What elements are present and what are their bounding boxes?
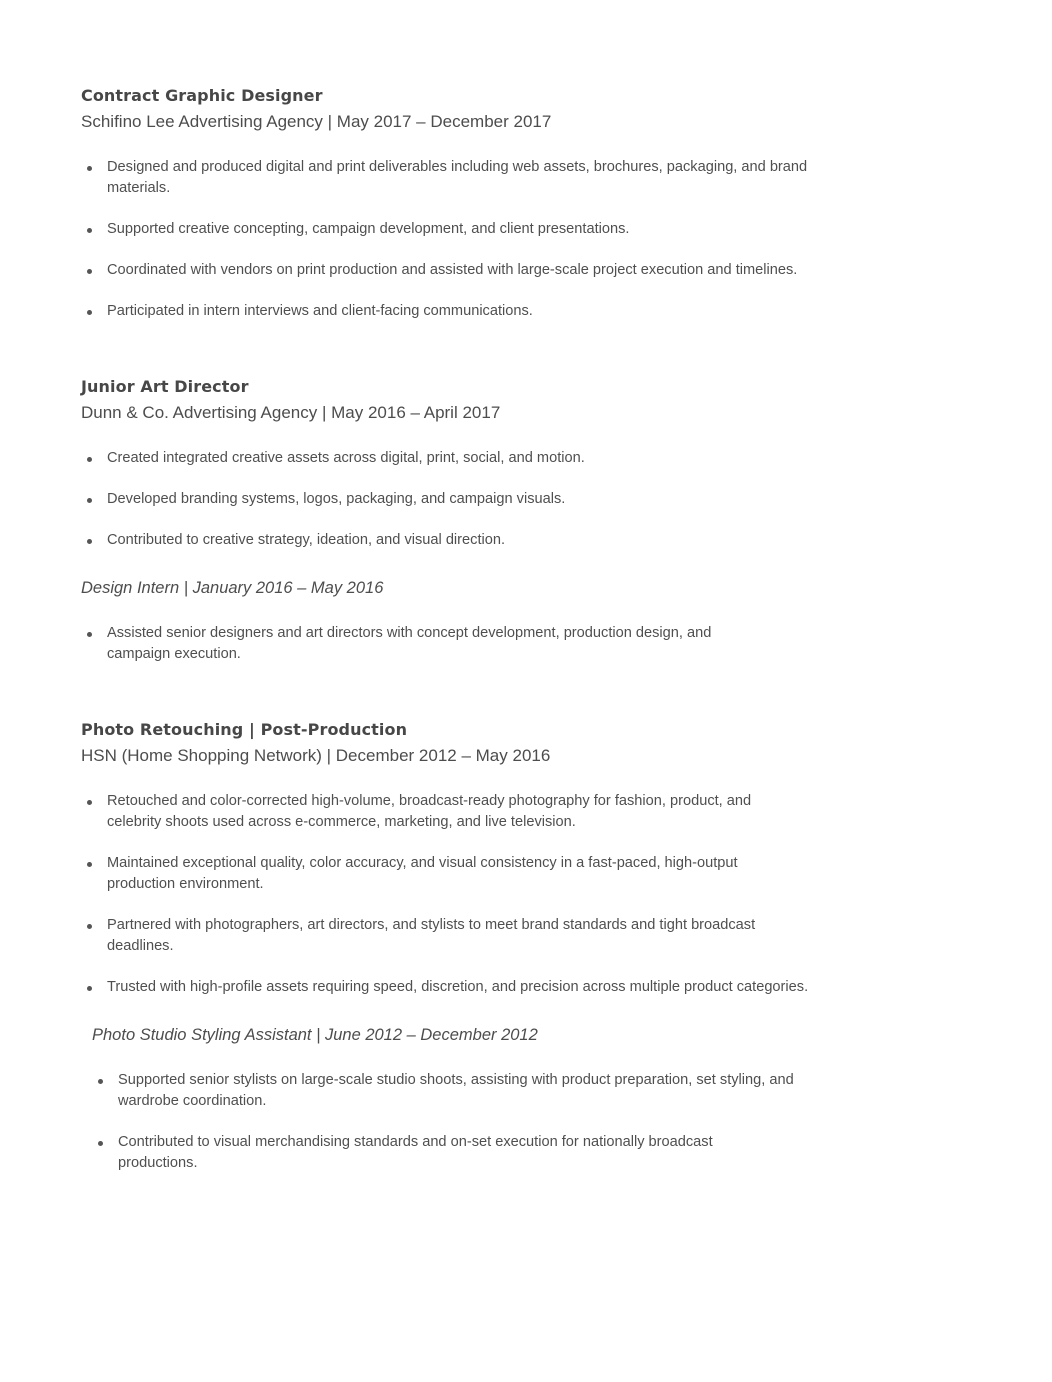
list-item-text: Assisted senior designers and art directors with concept development, production design, and campaign execution. bbox=[107, 625, 712, 662]
bullet-dot-icon bbox=[87, 800, 92, 805]
list-item bbox=[92, 1132, 778, 1174]
list-item-text: Contributed to creative strategy, ideation, and visual direction. bbox=[107, 532, 506, 548]
subrole-title-dates: Photo Studio Styling Assistant | June 2012 – December 2012 bbox=[92, 1026, 538, 1044]
list-item-text: Supported creative concepting, campaign development, and client presentations. bbox=[107, 221, 630, 237]
list-item-text: Trusted with high-profile assets requiring speed, discretion, and precision across multiple product categories. bbox=[107, 979, 809, 995]
list-item bbox=[92, 1070, 818, 1112]
job-title: Contract Graphic Designer bbox=[81, 86, 323, 105]
subrole-block bbox=[92, 1023, 881, 1174]
list-item-text: Coordinated with vendors on print production and assisted with large-scale project execution and timelines. bbox=[107, 262, 798, 278]
list-item bbox=[81, 301, 881, 322]
list-item-text: Contributed to visual merchandising standards and on-set execution for nationally broadcast productions. bbox=[118, 1134, 713, 1171]
bullet-dot-icon bbox=[87, 986, 92, 991]
bullet-dot-icon bbox=[98, 1079, 103, 1084]
bullet-dot-icon bbox=[87, 924, 92, 929]
job-company-dates: Dunn & Co. Advertising Agency | May 2016 – April 2017 bbox=[81, 403, 501, 422]
bullet-dot-icon bbox=[87, 166, 92, 171]
list-item-text: Maintained exceptional quality, color accuracy, and visual consistency in a fast-paced, high-output production environment. bbox=[107, 855, 738, 892]
list-item bbox=[81, 915, 817, 957]
bullet-list bbox=[81, 791, 881, 998]
resume-page bbox=[81, 84, 881, 1174]
list-item-text: Retouched and color-corrected high-volume, broadcast-ready photography for fashion, product, and celebrity shoots used across e-commerce, marketing, and live television. bbox=[107, 793, 752, 830]
bullet-dot-icon bbox=[87, 228, 92, 233]
bullet-list bbox=[92, 1070, 881, 1174]
list-item-text: Participated in intern interviews and client-facing communications. bbox=[107, 303, 533, 319]
bullet-dot-icon bbox=[87, 862, 92, 867]
job-junior-art-director bbox=[81, 375, 881, 665]
list-item bbox=[81, 791, 807, 833]
list-item-text: Created integrated creative assets across digital, print, social, and motion. bbox=[107, 450, 585, 466]
list-item bbox=[81, 448, 881, 469]
bullet-dot-icon bbox=[87, 498, 92, 503]
list-item bbox=[81, 157, 837, 199]
job-photo-retouching bbox=[81, 718, 881, 1174]
bullet-list bbox=[81, 157, 881, 322]
list-item bbox=[81, 260, 881, 281]
bullet-dot-icon bbox=[87, 269, 92, 274]
job-title: Junior Art Director bbox=[81, 377, 249, 396]
list-item bbox=[81, 977, 881, 998]
bullet-dot-icon bbox=[87, 539, 92, 544]
list-item bbox=[81, 219, 881, 240]
bullet-list bbox=[81, 448, 881, 551]
job-company-dates: Schifino Lee Advertising Agency | May 2017 – December 2017 bbox=[81, 112, 552, 131]
bullet-dot-icon bbox=[87, 310, 92, 315]
job-contract-graphic-designer bbox=[81, 84, 881, 322]
bullet-dot-icon bbox=[87, 632, 92, 637]
list-item bbox=[81, 489, 881, 510]
bullet-list bbox=[81, 623, 881, 665]
list-item-text: Developed branding systems, logos, packaging, and campaign visuals. bbox=[107, 491, 566, 507]
bullet-dot-icon bbox=[87, 457, 92, 462]
subrole-title-dates: Design Intern | January 2016 – May 2016 bbox=[81, 579, 384, 597]
bullet-dot-icon bbox=[98, 1141, 103, 1146]
list-item bbox=[81, 623, 767, 665]
list-item-text: Partnered with photographers, art directors, and stylists to meet brand standards and tight broadcast deadlines. bbox=[107, 917, 756, 954]
job-company-dates: HSN (Home Shopping Network) | December 2012 – May 2016 bbox=[81, 746, 551, 765]
list-item-text: Supported senior stylists on large-scale studio shoots, assisting with product preparation, set styling, and wardrobe coordination. bbox=[118, 1072, 794, 1109]
list-item bbox=[81, 530, 881, 551]
list-item bbox=[81, 853, 797, 895]
job-title: Photo Retouching | Post-Production bbox=[81, 720, 408, 739]
list-item-text: Designed and produced digital and print deliverables including web assets, brochures, packaging, and brand materials. bbox=[107, 159, 808, 196]
